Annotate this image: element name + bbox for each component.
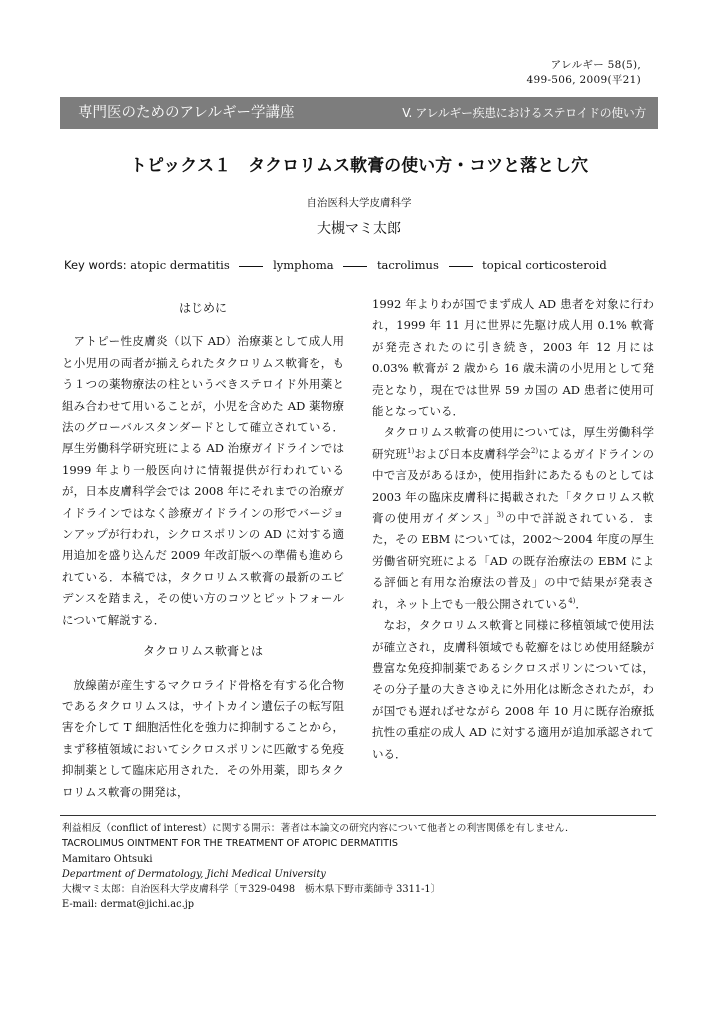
footnote-block bbox=[62, 821, 658, 913]
paragraph: 1992 年よりわが国でまず成人 AD 患者を対象に行われ，1999 年 11 月に世界に先駆け成人用 0.1% 軟膏が発売されたのに引き続き，2003 年 12 月には 0.03% 軟膏が 2 歳から 16 歳未満の小児用として発売となり，現在では世界 59 カ国の AD 患者に使用可能となっている． bbox=[372, 297, 654, 419]
text-run: タクロリムス軟膏の使用については，厚生労働科学研究班 bbox=[372, 425, 654, 461]
section-heading-introduction: はじめに bbox=[178, 301, 227, 315]
keyword: atopic dermatitis bbox=[130, 258, 230, 272]
text-run: および日本皮膚科学会 bbox=[414, 446, 531, 461]
email: E-mail: dermat@jichi.ac.jp bbox=[62, 899, 195, 911]
english-title: TACROLIMUS OINTMENT FOR THE TREATMENT OF ATOPIC DERMATITIS bbox=[62, 838, 398, 850]
text-run: ． bbox=[575, 596, 587, 611]
left-column bbox=[62, 294, 344, 803]
journal-citation bbox=[527, 58, 641, 88]
reference-marker: 1) bbox=[406, 447, 415, 456]
right-column bbox=[372, 294, 654, 765]
correspondence-address: 大槻マミ太郎：自治医科大学皮膚科学〔〒329-0498 栃木県下野市薬師寺 3311-1〕 bbox=[62, 884, 441, 896]
author-name: 大槻マミ太郎 bbox=[317, 221, 401, 237]
text-run: によるガイドラインの中で言及があるほか，使用指針にあたるものとしては 2003 年の臨床皮膚科に掲載された「タクロリムス軟膏の使用ガイダンス」 bbox=[372, 446, 655, 526]
journal-volume: アレルギー 58(5), bbox=[550, 59, 641, 71]
article-title: トピックス１ タクロリムス軟膏の使い方・コツと落とし穴 bbox=[129, 156, 589, 176]
keyword: lymphoma bbox=[273, 258, 334, 272]
conflict-of-interest: 利益相反（conflict of interest）に関する開示：著者は本論文の研究内容について他者との利害関係を有しません． bbox=[62, 823, 575, 834]
section-heading-tacrolimus: タクロリムス軟膏とは bbox=[142, 644, 263, 659]
english-department: Department of Dermatology, Jichi Medical University bbox=[62, 868, 326, 880]
keyword-separator bbox=[449, 266, 473, 267]
keyword: topical corticosteroid bbox=[482, 258, 607, 272]
journal-pages: 499-506, 2009(平21) bbox=[526, 74, 641, 86]
author-affiliation: 自治医科大学皮膚科学 bbox=[306, 197, 412, 209]
paragraph: なお，タクロリムス軟膏と同様に移植領域で使用法が確立され，皮膚科領域でも乾癬をはじめ使用経験が豊富な免疫抑制薬であるシクロスポリンについては，その分子量の大きさゆえに外用化は断念されたが，わが国でも遅ればせながら 2008 年 10 月に既存治療抵抗性の重症の成人 AD に対する適用が追加承認されている． bbox=[372, 618, 654, 761]
paragraph: 放線菌が産生するマクロライド骨格を有する化合物であるタクロリムスは，サイトカイン遺伝子の転写阻害を介して T 細胞活性化を強力に抑制することから，まず移植領域においてシクロスポリンに匹敵する免疫抑制薬として臨床応用された．その外用薬，即ちタクロリムス軟膏の開発は， bbox=[62, 677, 344, 799]
english-author: Mamitaro Ohtsuki bbox=[62, 853, 153, 865]
footer-divider bbox=[60, 815, 656, 816]
reference-marker: 4) bbox=[568, 596, 576, 605]
keyword-separator bbox=[239, 266, 263, 267]
keywords bbox=[64, 258, 664, 272]
reference-marker: 3) bbox=[496, 511, 504, 520]
section-title: V. アレルギー疾患におけるステロイドの使い方 bbox=[402, 106, 646, 120]
series-title: 専門医のためのアレルギー学講座 bbox=[78, 105, 295, 121]
paragraph: アトピー性皮膚炎（以下 AD）治療薬として成人用と小児用の両者が揃えられたタクロリムス軟膏を，もう１つの薬物療法の柱というべきステロイド外用薬と組み合わせて用いることが，小児を含めた AD 薬物療法のグローバルスタンダードとして確立されている．厚生労働科学研究班による AD 治療ガイドラインでは 1999 年より一般医向けに情報提供が行われているが，日本皮膚科学会では 2008 年にそれまでの治療ガイドラインではなく診療ガイドラインの形でバージョンアップが行われ，シクロスポリンの AD に対する適用追加を盛り込んだ 2009 年改訂版への準備も進められている．本稿では，タクロリムス軟膏の最新のエビデンスを踏まえ，その使い方のコツとピットフォールについて解説する． bbox=[62, 334, 344, 627]
text-run: の中で詳説されている．また，その EBM については，2002～2004 年度の厚生労働省研究班による「AD の既存治療法の EBM による評価と有用な治療法の普及」の中で結果が発表され，ネット上でも一般公開されている bbox=[372, 511, 654, 611]
keywords-label: Key words: bbox=[64, 258, 127, 272]
paragraph bbox=[372, 422, 654, 615]
keyword: tacrolimus bbox=[376, 258, 439, 272]
keyword-separator bbox=[343, 266, 367, 267]
series-banner bbox=[60, 97, 658, 129]
reference-marker: 2) bbox=[530, 447, 539, 456]
